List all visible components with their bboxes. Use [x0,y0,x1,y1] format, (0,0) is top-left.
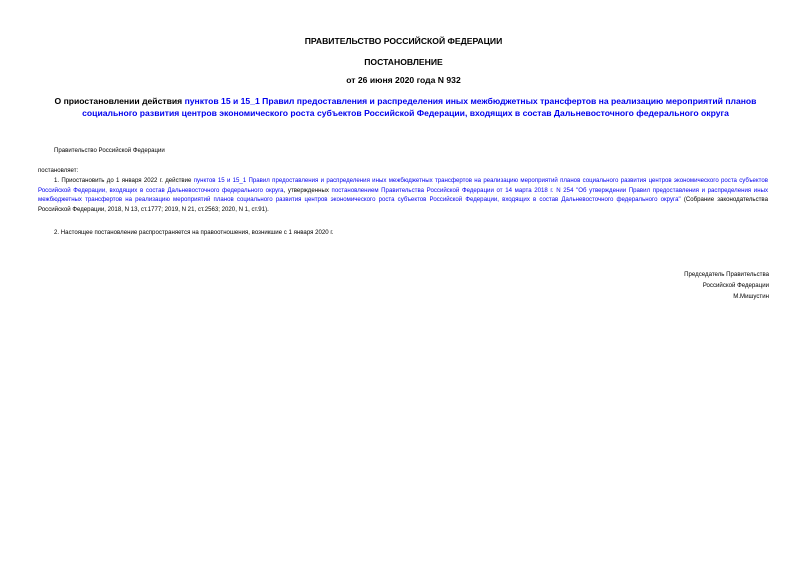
document-kind-heading: ПОСТАНОВЛЕНИЕ [364,57,443,67]
item1-text-middle: , утвержденных [283,186,332,194]
document-date-number: от 26 июня 2020 года N 932 [346,75,461,85]
document-subject-title [38,95,773,119]
government-heading: ПРАВИТЕЛЬСТВО РОССИЙСКОЙ ФЕДЕРАЦИИ [304,36,503,46]
paragraph-item-2: 2. Настоящее постановление распространяется на правоотношения, возникшие с 1 января 2020 г. [54,229,334,236]
signature-position-line1: Председатель Правительства [684,271,769,278]
signature-position-line2: Российской Федерации [702,282,769,289]
item1-resolution-link[interactable]: постановлением Правительства Российской Федерации от 14 марта 2018 г. N 254 "Об утверждении Правил предоставления и распределения иных межбюджетных трансфертов на реализацию мероприятий планов социального развития центров экономического роста субъектов Российской Федерации, входящих в состав Дальневосточного федерального округа" [38,186,768,203]
resolves-text: постановляет: [38,167,79,174]
signature-name: М.Мишустин [733,293,769,300]
subject-prefix: О приостановлении действия [54,96,185,106]
item1-rules-link[interactable]: пунктов 15 и 15_1 Правил предоставления и распределения иных межбюджетных трансфертов на реализацию мероприятий планов социального развития центров экономического роста субъектов Российской Федерации, входящих в состав Дальневосточного федерального округа [38,177,768,194]
paragraph-item-1 [38,176,768,214]
signature-block [684,269,769,302]
item1-text-end: (Собрание законодательства Российской Федерации, 2018, N 13, ст.1777; 2019, N 21, ст.2563; 2020, N 1, ст.91). [38,196,768,213]
subject-rules-link[interactable]: пунктов 15 и 15_1 Правил предоставления и распределения иных межбюджетных трансфертов на реализацию мероприятий планов социального развития центров экономического роста субъектов Российской Федерации, входящих в состав Дальневосточного федерального округа [82,96,757,118]
preamble-text: Правительство Российской Федерации [54,147,165,154]
item1-text-start: 1. Приостановить до 1 января 2022 г. действие [54,177,194,184]
